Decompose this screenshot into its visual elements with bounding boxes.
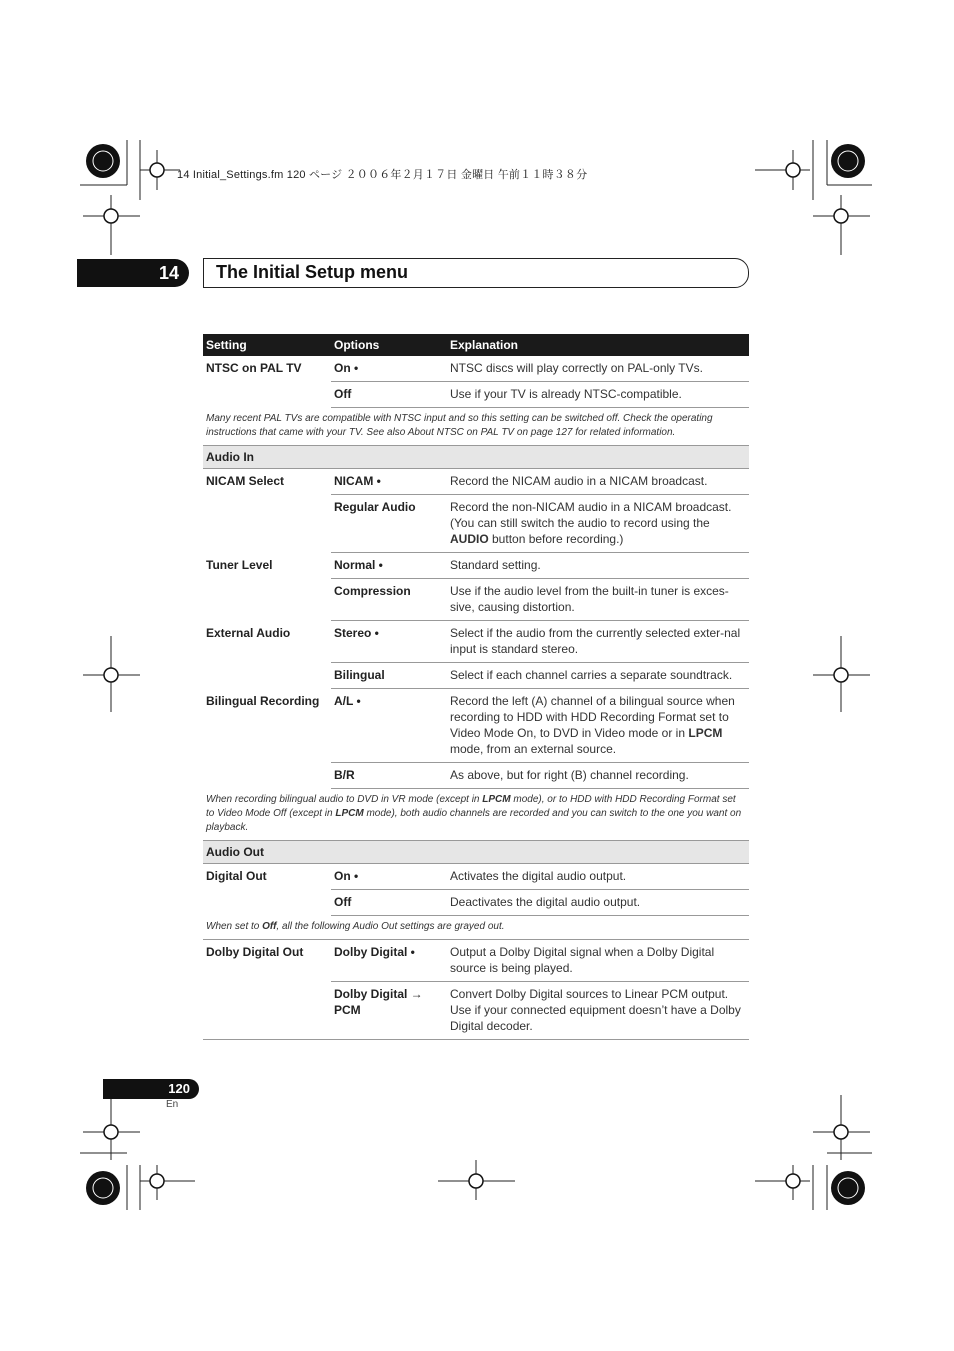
- explanation-cell: Deactivates the digital audio output.: [447, 890, 749, 916]
- setting-digital-out: Digital Out: [206, 869, 267, 883]
- table-row: [203, 940, 749, 982]
- option-cell: Bilingual: [331, 663, 447, 689]
- explanation-text: Record the non-NICAM audio in a NICAM broadcast. (You can still switch the audio to record using the: [450, 500, 732, 530]
- option-cell: Dolby Digital → PCM: [331, 982, 447, 1040]
- option-cell: Off: [331, 890, 447, 916]
- option-cell: NICAM •: [331, 469, 447, 495]
- option-cell: On •: [331, 864, 447, 890]
- setting-tuner-level: Tuner Level: [206, 557, 273, 572]
- explanation-cell: Use if your TV is already NTSC-compatible.: [447, 382, 749, 408]
- option-cell: B/R: [331, 763, 447, 789]
- ntsc-note: Many recent PAL TVs are compatible with NTSC input and so this setting can be switched off. Check the operating instructions that came with your TV. See also About NTSC on PAL TV on page 127 for related information.: [203, 408, 749, 446]
- page-number: 120: [168, 1081, 190, 1096]
- section-row: [203, 446, 749, 469]
- explanation-cell: Record the NICAM audio in a NICAM broadcast.: [447, 469, 749, 495]
- file-header: 14 Initial_Settings.fm 120 ページ ２００６年２月１７日 金曜日 午前１１時３８分: [177, 169, 588, 181]
- note-text: When set to: [206, 921, 263, 932]
- table-row: [203, 689, 749, 763]
- explanation-cell: Convert Dolby Digital sources to Linear PCM output. Use if your connected equipment doesn’t have a Dolby Digital decoder.: [447, 982, 749, 1040]
- explanation-cell: [447, 689, 749, 763]
- explanation-cell: Activates the digital audio output.: [447, 864, 749, 890]
- explanation-cell: [447, 495, 749, 553]
- note-row: [203, 789, 749, 841]
- chapter-number: 14: [158, 263, 180, 283]
- explanation-cell: As above, but for right (B) channel recording.: [447, 763, 749, 789]
- table-row: [203, 864, 749, 890]
- section-audio-in: Audio In: [203, 446, 749, 469]
- option-cell: A/L •: [331, 689, 447, 763]
- page-title: The Initial Setup menu: [216, 262, 409, 282]
- explanation-cell: Select if each channel carries a separate soundtrack.: [447, 663, 749, 689]
- note-text: mode), both audio channels are recorded and you can switch to the one you want on playback.: [206, 808, 742, 833]
- note-bold: Off: [262, 921, 277, 932]
- option-cell: Dolby Digital •: [331, 940, 447, 982]
- setting-external-audio: External Audio: [206, 625, 291, 640]
- note-row: [203, 916, 749, 940]
- note-bold: LPCM: [482, 794, 511, 805]
- explanation-cell: NTSC discs will play correctly on PAL-only TVs.: [447, 356, 749, 382]
- note-text: , all the following Audio Out settings are grayed out.: [276, 921, 505, 932]
- option-cell: Regular Audio: [331, 495, 447, 553]
- table-row: [203, 469, 749, 495]
- option-cell: On •: [331, 356, 447, 382]
- section-audio-out: Audio Out: [203, 841, 749, 864]
- explanation-text: button before recording.): [488, 532, 624, 546]
- table-header-row: [203, 334, 749, 356]
- header-options: Options: [331, 334, 447, 356]
- note-text: mode), or to HDD with HDD Recording Format set to Video Mode Off (except in: [206, 794, 736, 819]
- section-row: [203, 841, 749, 864]
- explanation-bold: LPCM: [688, 726, 723, 740]
- option-cell: Stereo •: [331, 621, 447, 663]
- table-row: [203, 356, 749, 382]
- page-language: En: [166, 1099, 179, 1110]
- setting-bilingual-recording: Bilingual Recording: [206, 693, 320, 708]
- digital-out-note: [203, 916, 749, 940]
- option-cell: Off: [331, 382, 447, 408]
- setting-nicam: NICAM Select: [206, 474, 285, 488]
- header-explanation: Explanation: [447, 334, 749, 356]
- option-cell: Compression: [331, 579, 447, 621]
- setting-dolby-digital-out: Dolby Digital Out: [203, 940, 331, 1040]
- explanation-bold: AUDIO: [450, 532, 489, 546]
- header-setting: Setting: [203, 334, 331, 356]
- option-cell: Normal •: [331, 553, 447, 579]
- setting-ntsc: NTSC on PAL TV: [206, 361, 302, 375]
- explanation-cell: Use if the audio level from the built-in tuner is exces-sive, causing distortion.: [447, 579, 749, 621]
- table-row: [203, 621, 749, 663]
- note-bold: LPCM: [335, 808, 364, 819]
- settings-table: [203, 334, 749, 1040]
- table-row: [203, 553, 749, 579]
- explanation-text: mode, from an external source.: [450, 742, 617, 756]
- explanation-cell: Select if the audio from the currently selected exter-nal input is standard stereo.: [447, 621, 749, 663]
- explanation-text: Record the left (A) channel of a bilingual source when recording to HDD with HDD Recording Format set to Video Mode On, to DVD in Video mode or in: [450, 694, 735, 740]
- bilingual-note: [203, 789, 749, 841]
- explanation-cell: Standard setting.: [447, 553, 749, 579]
- note-row: [203, 408, 749, 446]
- note-text: When recording bilingual audio to DVD in VR mode (except in: [206, 794, 483, 805]
- explanation-cell: Output a Dolby Digital signal when a Dolby Digital source is being played.: [447, 940, 749, 982]
